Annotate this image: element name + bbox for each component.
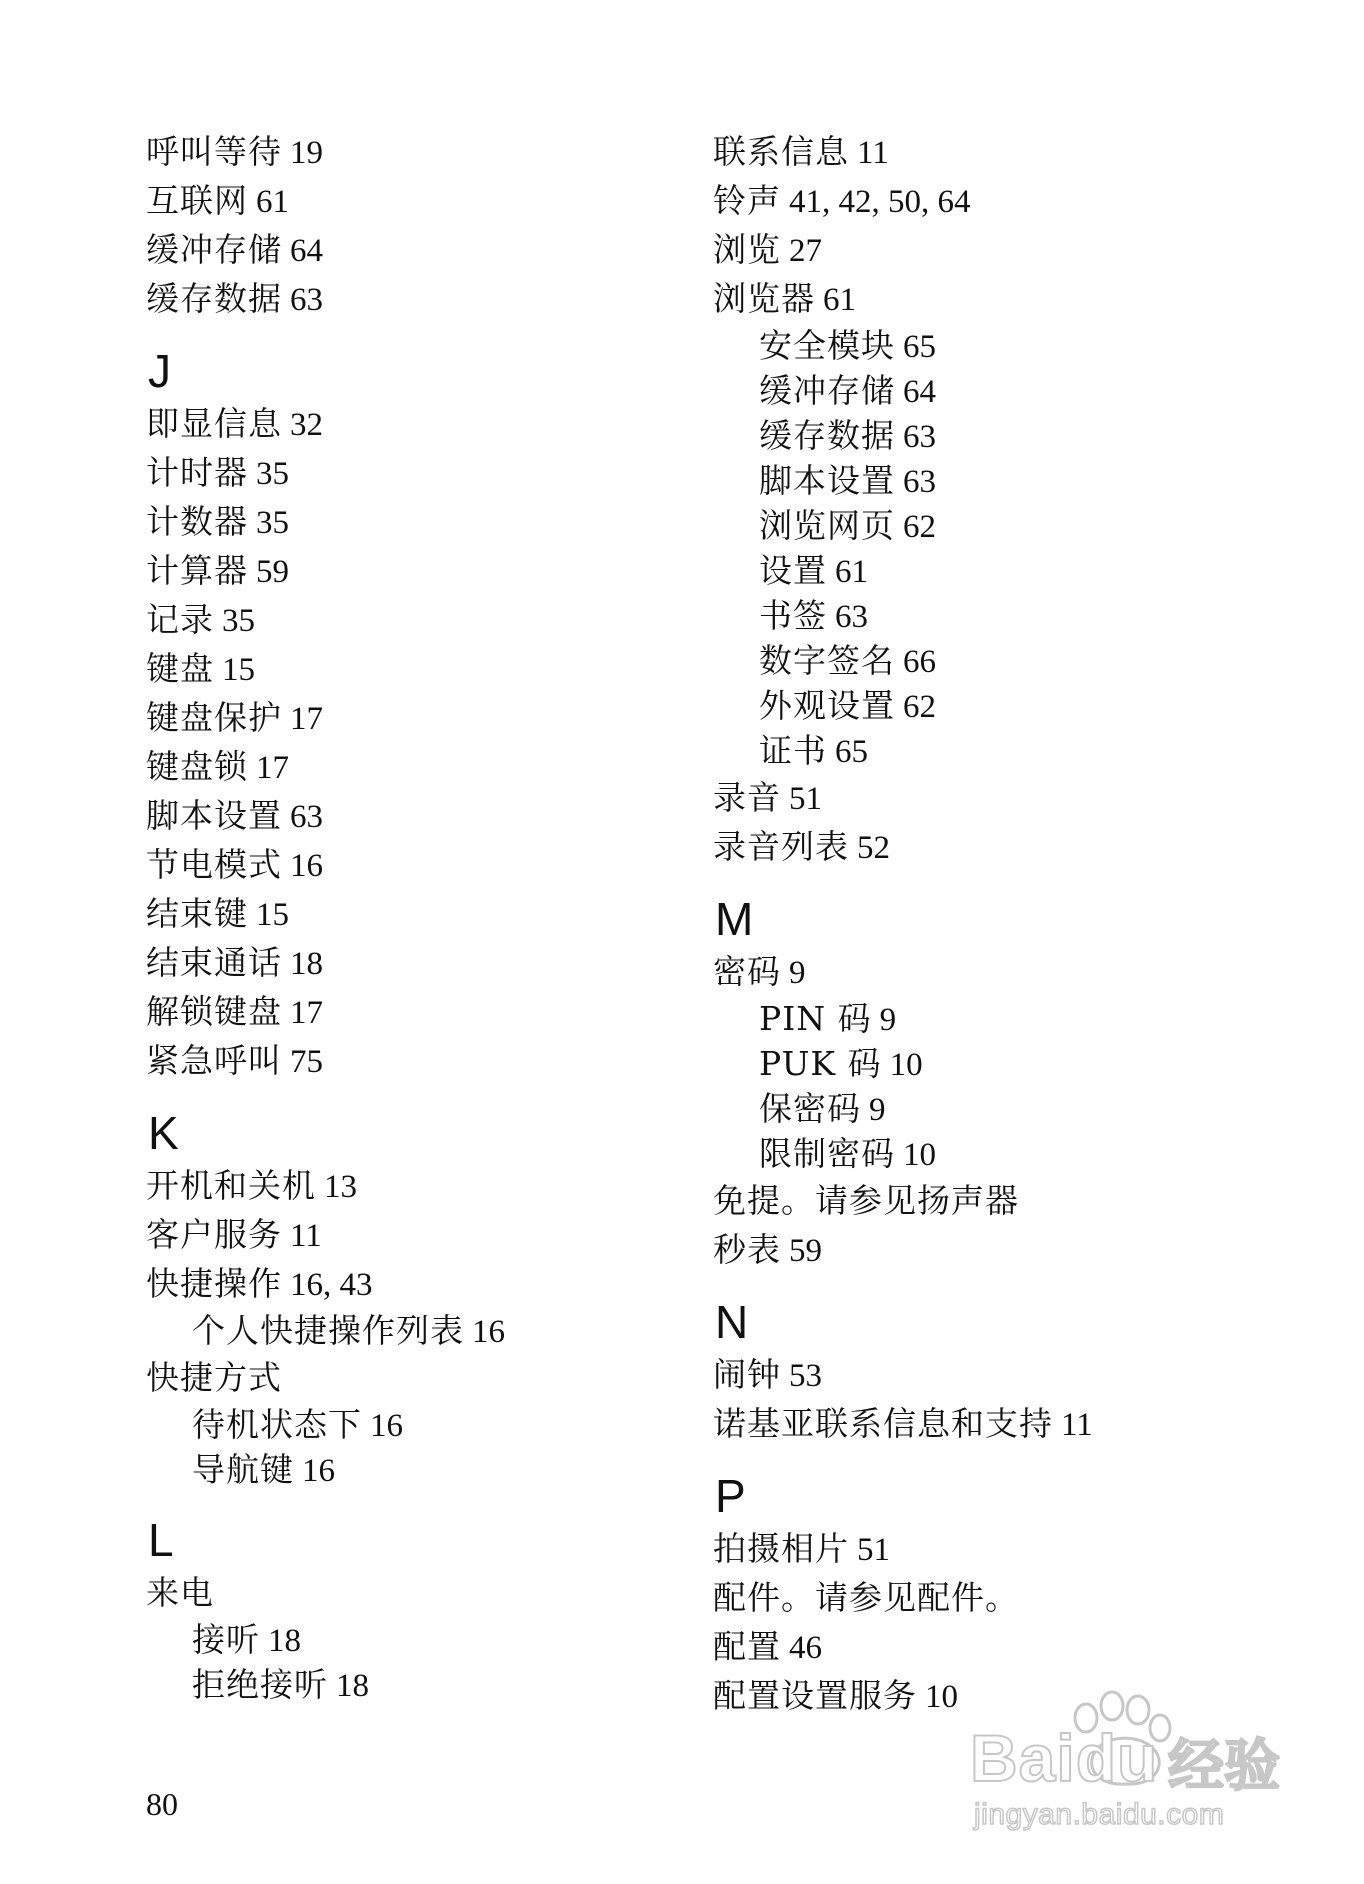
entry-pages: 15	[256, 897, 289, 933]
entry-term: 缓存数据	[146, 279, 282, 318]
entry-term: 客户服务	[146, 1215, 282, 1254]
index-column-left	[146, 128, 706, 1708]
index-entry	[146, 400, 706, 449]
entry-term: 诺基亚联系信息和支持	[713, 1404, 1053, 1443]
entry-pages: 10	[889, 1047, 923, 1083]
entry-pages: 10	[925, 1679, 958, 1715]
section-letter-j: J	[148, 345, 171, 397]
entry-pages: 11	[857, 135, 889, 171]
entry-pages: 18	[290, 946, 323, 982]
entry-term: 记录	[146, 600, 214, 639]
index-entry	[146, 792, 706, 841]
index-subentry	[713, 594, 1273, 639]
entry-pages: 65	[903, 329, 936, 365]
entry-term: 键盘保护	[146, 698, 282, 737]
entry-term: 浏览网页	[759, 506, 895, 545]
entry-term: 接听	[192, 1620, 260, 1659]
index-entry	[146, 596, 706, 645]
index-subentry	[713, 324, 1273, 369]
entry-pages: 62	[903, 689, 936, 725]
entry-term: 待机状态下	[192, 1405, 362, 1444]
entry-term: 解锁键盘	[146, 992, 282, 1031]
index-entry	[146, 275, 706, 324]
index-entry	[146, 1569, 706, 1618]
entry-term: 拒绝接听	[192, 1665, 328, 1704]
entry-term: 录音	[713, 778, 781, 817]
entry-pages: 63	[290, 282, 323, 318]
section-letter-m: M	[715, 893, 754, 945]
section-letter-n: N	[715, 1296, 749, 1348]
index-subentry	[146, 1663, 706, 1708]
entry-term: 书签	[759, 596, 827, 635]
entry-pages: 27	[789, 233, 822, 269]
entry-pages: 51	[789, 781, 822, 817]
entry-pages: 61	[256, 184, 289, 220]
entry-term: 安全模块	[759, 326, 895, 365]
entry-term: 铃声	[713, 181, 781, 220]
entry-pages: 35	[222, 603, 255, 639]
page-number: 80	[146, 1786, 178, 1822]
entry-pages: 16	[370, 1408, 403, 1444]
index-column-right	[713, 128, 1273, 1721]
entry-pages: 11	[1061, 1407, 1093, 1443]
index-entry	[146, 890, 706, 939]
entry-pages: 9	[879, 1002, 897, 1038]
entry-pages: 65	[835, 734, 868, 770]
entry-term: 结束键	[146, 894, 248, 933]
entry-pages: 52	[857, 830, 890, 866]
entry-pages: 16	[472, 1314, 505, 1350]
entry-term: 浏览	[713, 230, 781, 269]
entry-pages: 15	[222, 652, 255, 688]
entry-pages: 63	[903, 464, 936, 500]
entry-term: 互联网	[146, 181, 248, 220]
entry-term: 录音列表	[713, 827, 849, 866]
index-subentry	[713, 639, 1273, 684]
entry-term: 设置	[759, 551, 827, 590]
index-subentry	[713, 729, 1273, 774]
index-entry	[146, 694, 706, 743]
entry-pages: 11	[290, 1218, 322, 1254]
index-entry	[146, 498, 706, 547]
entry-term: 个人快捷操作列表	[192, 1311, 464, 1350]
entry-pages: 35	[256, 456, 289, 492]
entry-term: 拍摄相片	[713, 1529, 849, 1568]
index-subentry	[713, 504, 1273, 549]
index-entry	[713, 1226, 1273, 1275]
entry-pages: 9	[869, 1092, 886, 1128]
entry-term: 键盘	[146, 649, 214, 688]
entry-term: 秒表	[713, 1230, 781, 1269]
entry-pages: 59	[789, 1233, 822, 1269]
entry-pages: 61	[835, 554, 868, 590]
index-entry	[146, 1354, 706, 1403]
index-entry	[146, 1037, 706, 1086]
index-entry	[146, 1260, 706, 1309]
index-entry	[713, 226, 1273, 275]
index-entry	[713, 128, 1273, 177]
index-subentry	[146, 1403, 706, 1448]
entry-pages: 16	[302, 1453, 335, 1489]
entry-term: 缓冲存储	[146, 230, 282, 269]
index-entry	[713, 1177, 1273, 1226]
index-entry	[146, 939, 706, 988]
entry-term: 键盘锁	[146, 747, 248, 786]
entry-term: 来电	[146, 1573, 214, 1612]
entry-term: 即显信息	[146, 404, 282, 443]
entry-term: 快捷操作	[146, 1264, 282, 1303]
index-entry	[713, 1574, 1273, 1623]
index-subentry	[713, 369, 1273, 414]
entry-pages: 17	[290, 701, 323, 737]
section-letter-p: P	[715, 1470, 746, 1522]
index-entry	[713, 275, 1273, 324]
index-entry	[713, 774, 1273, 823]
entry-term: 配件。请参见配件。	[713, 1578, 1019, 1617]
index-subentry	[713, 1042, 1273, 1087]
entry-term: 脚本设置	[146, 796, 282, 835]
entry-term: 脚本设置	[759, 461, 895, 500]
entry-term: 开机和关机	[146, 1166, 316, 1205]
index-entry	[713, 823, 1273, 872]
entry-term: 配置	[713, 1627, 781, 1666]
entry-term: 节电模式	[146, 845, 282, 884]
index-entry	[146, 645, 706, 694]
index-entry	[146, 1162, 706, 1211]
entry-pages: 46	[789, 1630, 822, 1666]
index-subentry	[713, 997, 1273, 1042]
entry-term: PIN 码	[759, 999, 872, 1038]
entry-pages: 19	[290, 135, 323, 171]
entry-pages: 62	[903, 509, 936, 545]
entry-pages: 51	[857, 1532, 890, 1568]
entry-pages: 17	[290, 995, 323, 1031]
index-subentry	[713, 414, 1273, 459]
index-subentry	[146, 1309, 706, 1354]
entry-pages: 32	[290, 407, 323, 443]
watermark-suffix: 经验	[1168, 1734, 1280, 1799]
section-letter-k: K	[148, 1107, 179, 1159]
entry-term: 闹钟	[713, 1355, 781, 1394]
entry-pages: 63	[835, 599, 868, 635]
index-subentry	[713, 459, 1273, 504]
entry-pages: 64	[903, 374, 936, 410]
entry-term: 限制密码	[759, 1134, 895, 1173]
index-entry	[713, 1400, 1273, 1449]
index-entry	[713, 948, 1273, 997]
index-entry	[146, 1211, 706, 1260]
index-entry	[713, 177, 1273, 226]
watermark	[968, 1686, 1290, 1836]
entry-pages: 61	[823, 282, 856, 318]
entry-term: 计算器	[146, 551, 248, 590]
entry-pages: 18	[336, 1668, 369, 1704]
entry-term: 缓冲存储	[759, 371, 895, 410]
entry-term: 计数器	[146, 502, 248, 541]
index-entry	[713, 1525, 1273, 1574]
entry-pages: 10	[903, 1137, 936, 1173]
entry-term: 结束通话	[146, 943, 282, 982]
entry-pages: 59	[256, 554, 289, 590]
index-entry	[146, 226, 706, 275]
entry-pages: 16	[290, 848, 323, 884]
entry-pages: 63	[290, 799, 323, 835]
index-subentry	[146, 1618, 706, 1663]
index-entry	[146, 128, 706, 177]
entry-pages: 13	[324, 1169, 357, 1205]
entry-term: 数字签名	[759, 641, 895, 680]
index-entry	[146, 988, 706, 1037]
entry-term: 密码	[713, 952, 781, 991]
watermark-url: jingyan.baidu.com	[974, 1798, 1225, 1831]
entry-pages: 18	[268, 1623, 301, 1659]
watermark-brand: Baidu	[970, 1721, 1159, 1795]
index-entry	[146, 449, 706, 498]
index-subentry	[146, 1448, 706, 1493]
entry-term: 呼叫等待	[146, 132, 282, 171]
entry-term: 联系信息	[713, 132, 849, 171]
entry-term: 配置设置服务	[713, 1676, 917, 1715]
section-letter-l: L	[148, 1514, 174, 1566]
entry-term: 浏览器	[713, 279, 815, 318]
entry-term: 导航键	[192, 1450, 294, 1489]
entry-term: 保密码	[759, 1089, 861, 1128]
entry-term: 证书	[759, 731, 827, 770]
entry-term: 紧急呼叫	[146, 1041, 282, 1080]
index-entry	[146, 547, 706, 596]
index-subentry	[713, 684, 1273, 729]
entry-term: 外观设置	[759, 686, 895, 725]
index-subentry	[713, 549, 1273, 594]
index-entry	[713, 1623, 1273, 1672]
entry-term: 计时器	[146, 453, 248, 492]
index-entry	[146, 841, 706, 890]
index-entry	[146, 177, 706, 226]
index-entry	[146, 743, 706, 792]
entry-term: PUK 码	[759, 1044, 882, 1083]
entry-term: 缓存数据	[759, 416, 895, 455]
entry-pages: 66	[903, 644, 936, 680]
entry-term: 免提。请参见扬声器	[713, 1181, 1019, 1220]
index-subentry	[713, 1087, 1273, 1132]
entry-pages: 53	[789, 1358, 822, 1394]
entry-term: 快捷方式	[146, 1358, 282, 1397]
entry-pages: 75	[290, 1044, 323, 1080]
index-subentry	[713, 1132, 1273, 1177]
index-entry	[713, 1351, 1273, 1400]
entry-pages: 63	[903, 419, 936, 455]
entry-pages: 17	[256, 750, 289, 786]
entry-pages: 41, 42, 50, 64	[789, 184, 971, 220]
entry-pages: 35	[256, 505, 289, 541]
entry-pages: 9	[789, 955, 806, 991]
entry-pages: 16, 43	[290, 1267, 373, 1303]
entry-pages: 64	[290, 233, 323, 269]
